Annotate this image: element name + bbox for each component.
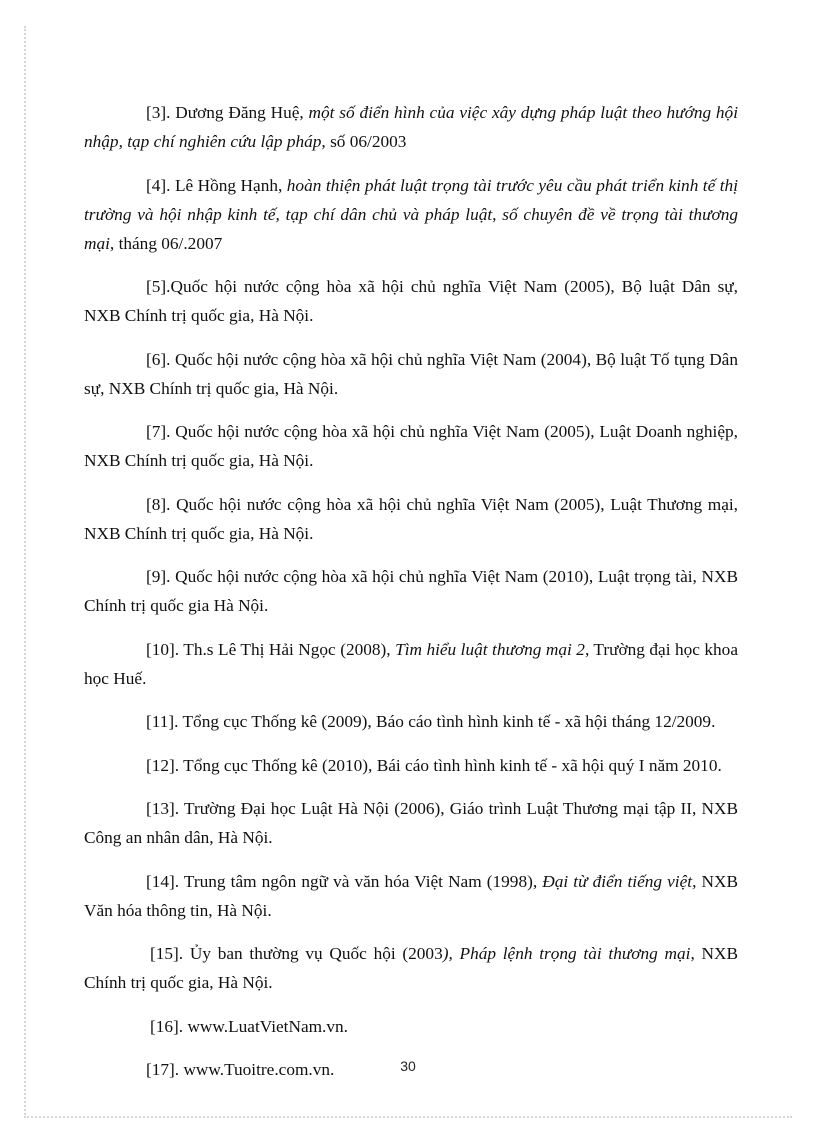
- reference-item: [84, 1012, 738, 1041]
- reference-text: Quốc hội nước cộng hòa xã hội chủ nghĩa Việt Nam (2010), Luật trọng tài, NXB Chính trị quốc gia Hà Nội.: [84, 567, 738, 615]
- reference-number: [8].: [146, 494, 171, 514]
- reference-item: [84, 171, 738, 258]
- reference-text: Quốc hội nước cộng hòa xã hội chủ nghĩa Việt Nam (2005), Luật Doanh nghiệp, NXB Chính trị quốc gia, Hà Nội.: [84, 422, 738, 470]
- reference-item: [84, 939, 738, 997]
- reference-text: www.Tuoitre.com.vn.: [179, 1060, 335, 1079]
- reference-item: [84, 417, 738, 475]
- reference-item: [84, 867, 738, 925]
- reference-text: , NXB Văn hóa thông tin, Hà Nội.: [84, 871, 739, 920]
- reference-number: [14].: [146, 871, 180, 891]
- reference-text: Quốc hội nước cộng hòa xã hội chủ nghĩa Việt Nam (2004), Bộ luật Tố tụng Dân sự, NXB Chính trị quốc gia, Hà Nội.: [84, 349, 738, 398]
- reference-text: Ủy ban thường vụ Quốc hội (2003: [183, 944, 443, 963]
- reference-number: [12].: [146, 755, 180, 775]
- reference-item: [84, 562, 738, 620]
- reference-item: [84, 635, 738, 693]
- reference-number: [10].: [146, 639, 180, 659]
- reference-text: Trường Đại học Luật Hà Nội (2006), Giáo trình Luật Thương mại tập II, NXB Công an nhân dân, Hà Nội.: [84, 799, 738, 847]
- reference-text: Tổng cục Thống kê (2009), Báo cáo tình hình kinh tế - xã hội tháng 12/2009.: [178, 712, 716, 731]
- reference-number: [7].: [146, 422, 171, 441]
- reference-number: [17].: [146, 1060, 180, 1079]
- reference-text: Trung tâm ngôn ngữ và văn hóa Việt Nam (1998),: [179, 871, 543, 891]
- reference-item: [84, 490, 738, 548]
- reference-item: [84, 345, 738, 403]
- reference-text: Tổng cục Thống kê (2010), Bái cáo tình hình kinh tế - xã hội quý I năm 2010.: [179, 755, 722, 775]
- reference-title: ), Pháp lệnh trọng tài thương mại: [442, 944, 691, 963]
- reference-text: Lê Hồng Hạnh,: [170, 175, 287, 195]
- reference-item: [84, 751, 738, 780]
- reference-number: [15].: [150, 944, 184, 963]
- reference-text: Th.s Lê Thị Hải Ngọc (2008),: [179, 639, 396, 659]
- reference-title: Tìm hiểu luật thương mại 2: [395, 639, 585, 659]
- reference-list: [84, 98, 738, 1099]
- reference-number: [5].: [146, 277, 171, 296]
- reference-number: [4].: [146, 175, 171, 195]
- reference-item: [84, 272, 738, 330]
- reference-number: [6].: [146, 349, 171, 369]
- reference-number: [11].: [146, 712, 179, 731]
- reference-text: , số 06/2003: [321, 132, 407, 151]
- reference-number: [16].: [150, 1016, 184, 1036]
- reference-number: [13].: [146, 799, 180, 818]
- reference-text: , Trường đại học khoa học Huế.: [84, 639, 738, 688]
- reference-item: [84, 794, 738, 852]
- reference-text: , NXB Chính trị quốc gia, Hà Nội.: [84, 944, 738, 992]
- reference-number: [9].: [146, 567, 171, 586]
- reference-text: Quốc hội nước cộng hòa xã hội chủ nghĩa Việt Nam (2005), Bộ luật Dân sự, NXB Chính trị quốc gia, Hà Nội.: [84, 277, 738, 325]
- reference-text: Quốc hội nước cộng hòa xã hội chủ nghĩa Việt Nam (2005), Luật Thương mại, NXB Chính trị quốc gia, Hà Nội.: [84, 494, 738, 543]
- reference-text: www.LuatVietNam.vn.: [183, 1016, 348, 1036]
- reference-text: Dương Đăng Huệ,: [170, 103, 309, 122]
- reference-item: [84, 707, 738, 736]
- page-number: 30: [400, 1058, 416, 1074]
- reference-title: một số điển hình của việc xây dựng pháp luật theo hướng hội nhập, tạp chí nghiên cứu lập pháp: [84, 103, 738, 151]
- reference-text: , tháng 06/.2007: [109, 233, 223, 253]
- reference-item: [84, 98, 738, 156]
- reference-title: Đại từ điển tiếng việt: [542, 871, 693, 891]
- reference-title: hoàn thiện phát luật trọng tài trước yêu cầu phát triển kinh tế thị trường và hội nhập kinh tế, tạp chí dân chủ và pháp luật, số chuyên đề về trọng tài thương mại: [84, 175, 738, 253]
- reference-number: [3].: [146, 103, 171, 122]
